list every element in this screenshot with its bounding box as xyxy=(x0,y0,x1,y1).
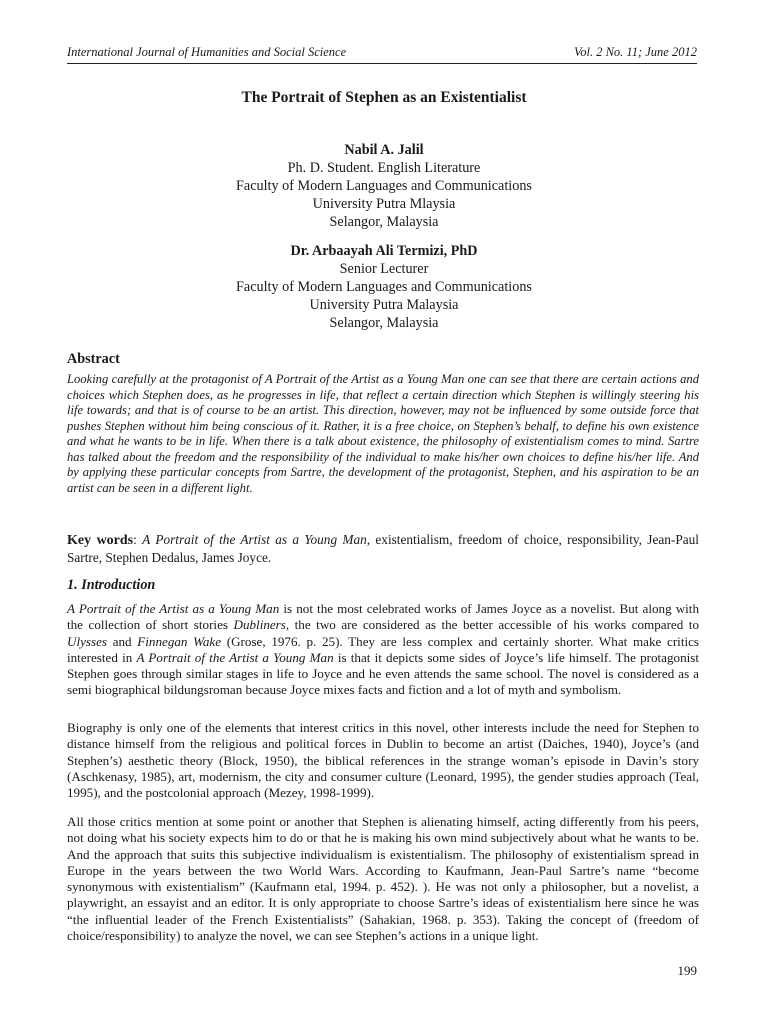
author-location: Selangor, Malaysia xyxy=(329,315,439,331)
paragraph-text: is that it depicts some sides of Joyce’s life himself. The protagonist Stephen goes through similar stages in life to Joyce and he even attends the same school. The novel is considered as a semi biographical bildungsroman because Joyce mixes facts and fiction and a lot of myth and symbolism. xyxy=(67,649,699,698)
keywords-label: Key words xyxy=(67,533,134,548)
paragraph-text: is not the most celebrated works of James Joyce as a novelist. But along with the collection of short stories xyxy=(67,601,699,633)
introduction-paragraph-3: All those critics mention at some point or another that Stephen is alienating himself, acting differently from his peers, not doing what his society expects him to do or that he is making his own mind subjectively about what he wants to be. And the approach that suits this subjective individualism is existentialism. The philosophy of existentialism spread in Europe in the years between the two World Wars. According to Kaufmann, Jean-Paul Sartre’s name “become synonymous with existentialism” (Kaufmann etal, 1994. p. 452). ). He was not only a philosopher, but a novelist, a playwright, an essayist and an editor. It is only appropriate to choose Sartre’s ideas of existentialism here since he was “the influential leader of the French Existentialists” (Sahakian, 1968. p. 353). Taking the concept of (freedom of choice/responsibility) to analyze the novel, we can see Stephen’s actions in a unique light. xyxy=(67,814,699,943)
book-title: Dubliners xyxy=(233,617,286,633)
paragraph-text: , the two are considered as the better accessible of his works compared to xyxy=(285,617,699,633)
introduction-heading: 1. Introduction xyxy=(67,577,156,593)
keywords-separator: : xyxy=(133,532,143,547)
author-position: Senior Lecturer xyxy=(339,261,429,277)
running-header xyxy=(67,45,697,64)
author-university: University Putra Malaysia xyxy=(309,297,459,313)
book-title: Ulysses xyxy=(67,633,108,649)
abstract-heading: Abstract xyxy=(67,351,120,367)
keywords-book-title: A Portrait of the Artist as a Young Man, xyxy=(142,532,371,547)
author-block-1 xyxy=(0,141,768,231)
book-title: Finnegan Wake xyxy=(137,633,222,649)
abstract-body: Looking carefully at the protagonist of A Portrait of the Artist as a Young Man one can see that there are certain actions and choices which Stephen does, as he progresses in life, that reflect a certain direction which Stephen is willingly steering his life towards; and that is of course to be an artist. This direction, however, may not be influenced by some outside force that pushes Stephen without him being conscious of it. Rather, it is a free choice, on Stephen’s behalf, to define his own existence and what he wants to be in life. When there is a talk about existence, the philosophy of existentialism comes to mind. Sartre has talked about the freedom and the responsibility of the individual to make his/her own choices to define his/her life. And by applying these particular concepts from Sartre, the development of the protagonist, Stephen, and his aspiration to be an artist can be seen in a different light. xyxy=(67,372,699,495)
author-position: Ph. D. Student. English Literature xyxy=(287,160,481,176)
article-title: The Portrait of Stephen as an Existentialist xyxy=(241,89,527,106)
paragraph-text: (Grose, 1976. p. 25). They are less complex and certainly shorter. What make critics interested in xyxy=(67,633,700,665)
author-faculty: Faculty of Modern Languages and Communications xyxy=(236,178,532,194)
page-number: 199 xyxy=(677,963,697,978)
author-block-2 xyxy=(0,242,768,332)
paragraph-text: and xyxy=(107,633,138,649)
author-university: University Putra Mlaysia xyxy=(312,196,456,212)
book-title: A Portrait of the Artist as a Young Man xyxy=(67,601,280,616)
introduction-paragraph-1 xyxy=(67,601,699,699)
book-title: A Portrait of the Artist a Young Man xyxy=(136,649,334,665)
author-name: Nabil A. Jalil xyxy=(344,142,424,158)
author-faculty: Faculty of Modern Languages and Communications xyxy=(236,279,532,295)
author-location: Selangor, Malaysia xyxy=(329,214,439,230)
keywords xyxy=(67,531,699,566)
introduction-paragraph-2: Biography is only one of the elements that interest critics in this novel, other interests include the need for Stephen to distance himself from the religious and political forces in Dublin to become an artist (Daiches, 1940), Joyce’s (and Stephen’s) aesthetic theory (Block, 1950), the biblical references in the strange woman’s episode in Davin’s story (Aschkenasy, 1985), art, modernism, the city and consumer culture (Leonard, 1995), the gender studies approach (Teal, 1995), and the postcolonial approach (Mezey, 1998-1999). xyxy=(67,720,699,800)
keywords-list: existentialism, freedom of choice, responsibility, Jean-Paul Sartre, Stephen Dedalus, James Joyce. xyxy=(67,532,699,565)
journal-name: International Journal of Humanities and Social Science xyxy=(67,45,347,59)
author-name: Dr. Arbaayah Ali Termizi, PhD xyxy=(290,243,478,259)
issue-info: Vol. 2 No. 11; June 2012 xyxy=(573,45,697,59)
